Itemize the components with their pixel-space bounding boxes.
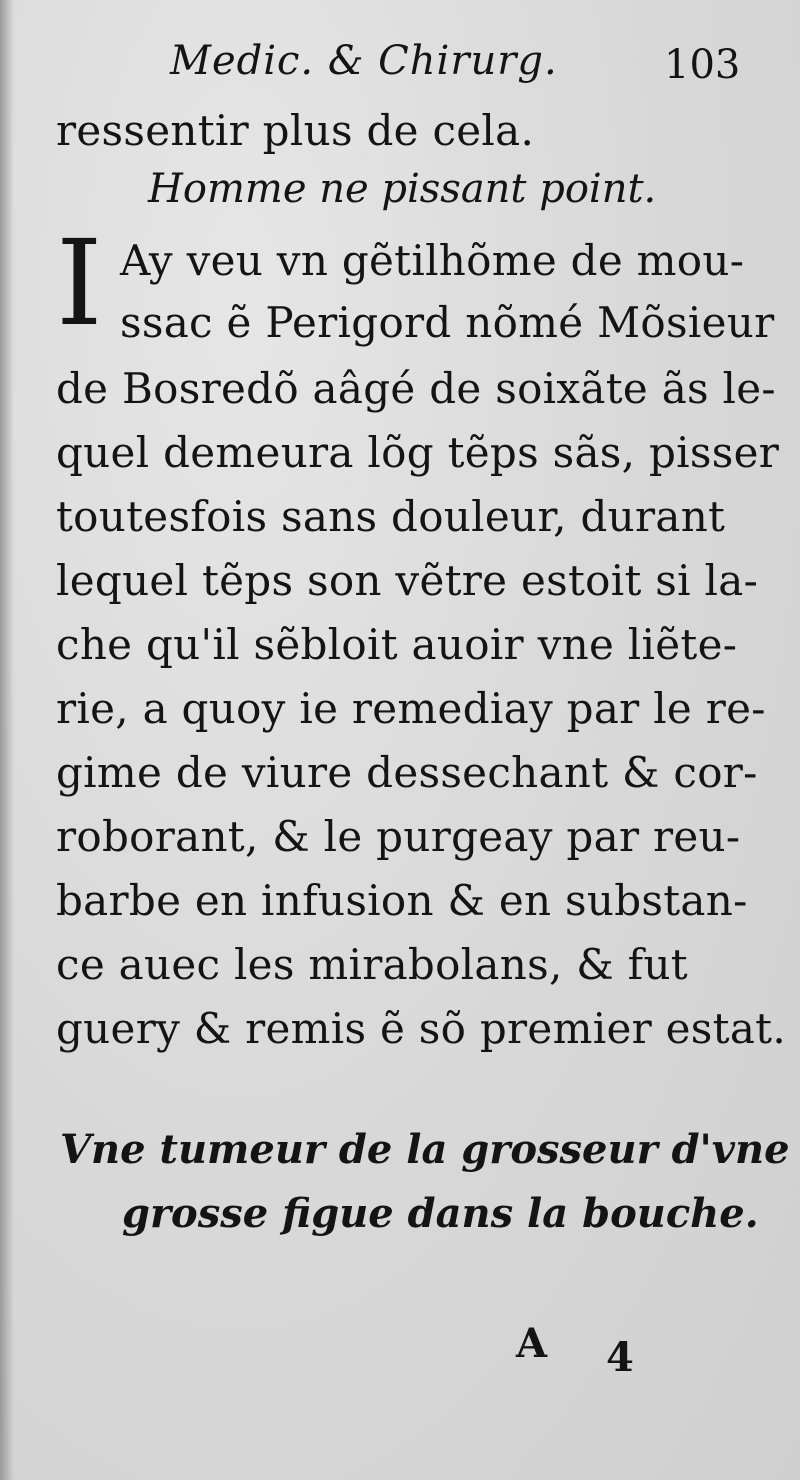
body-line: ssac ẽ Perigord nõmé Mõsieur: [120, 298, 775, 347]
signature-number: 4: [606, 1334, 634, 1381]
body-line: ce auec les mirabolans, & fut: [56, 940, 688, 989]
section-heading: Homme ne pissant point.: [148, 166, 657, 212]
drop-cap: I: [56, 214, 103, 352]
body-line: gime de viure dessechant & cor-: [56, 748, 758, 797]
page-number: 103: [664, 42, 741, 88]
body-line: Ay veu vn gẽtilhõme de mou-: [120, 236, 745, 285]
gutter-shadow: [0, 0, 14, 1480]
body-line: rie, a quoy ie remediay par le re-: [56, 684, 766, 733]
body-line: quel demeura lõg tẽps sãs, pisser: [56, 428, 780, 477]
body-line: che qu'il sẽbloit auoir vne liẽte-: [56, 620, 738, 669]
body-line: guery & remis ẽ sõ premier estat.: [56, 1004, 786, 1053]
running-title: Medic. & Chirurg.: [170, 38, 558, 84]
body-line: barbe en infusion & en substan-: [56, 876, 748, 925]
next-section-heading-line-2: grosse figue dans la bouche.: [122, 1190, 759, 1237]
signature-letter: A: [516, 1320, 548, 1367]
body-line: roborant, & le purgeay par reu-: [56, 812, 741, 861]
body-line: de Bosredõ aâgé de soixãte ãs le-: [56, 364, 776, 413]
next-section-heading-line-1: Vne tumeur de la grosseur d'vne: [60, 1126, 790, 1173]
body-line: toutesfois sans douleur, durant: [56, 492, 726, 541]
body-line: lequel tẽps son vẽtre estoit si la-: [56, 556, 759, 605]
body-line-0: ressentir plus de cela.: [56, 106, 535, 155]
